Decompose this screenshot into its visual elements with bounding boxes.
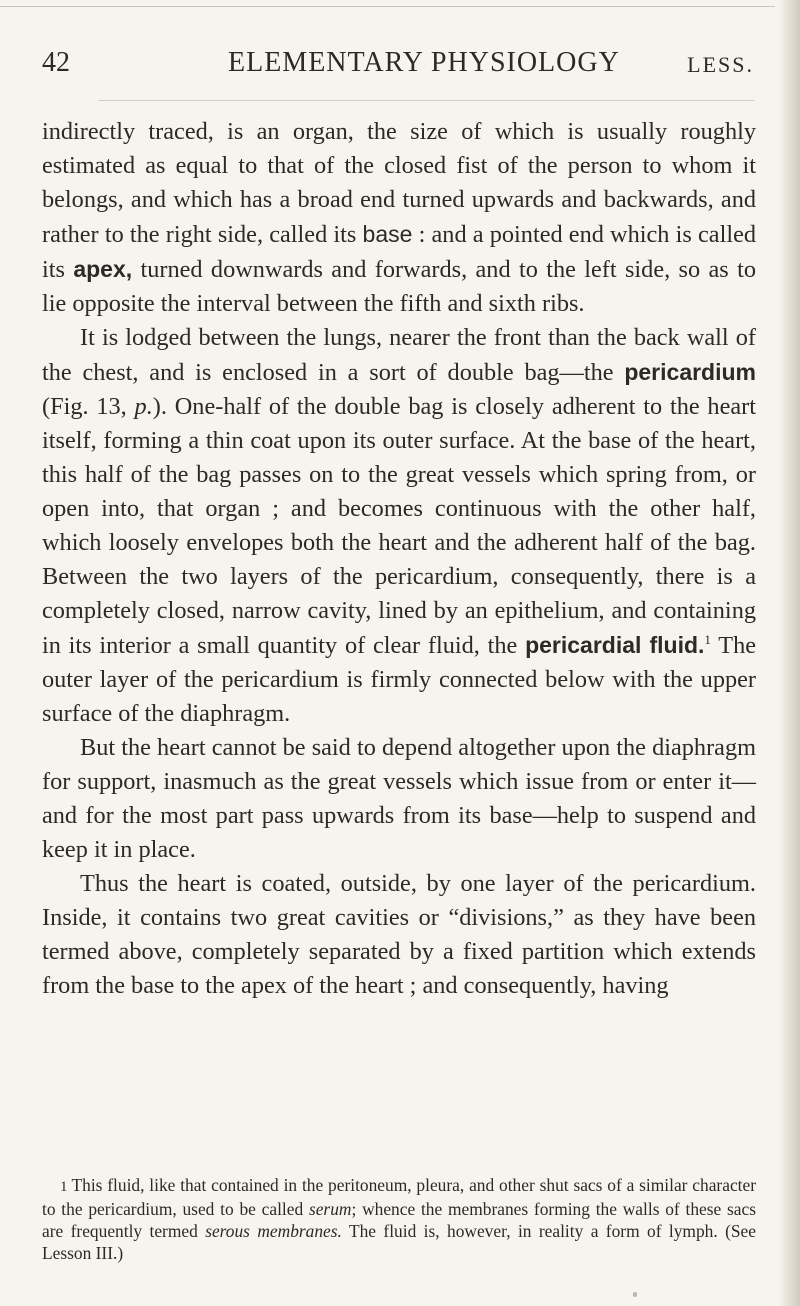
paragraph-4: Thus the heart is coated, outside, by one layer of the pericardium. Inside, it contains two great cavities or “divisions,” as they have been termed above, completely separated by a fixed partition which extends from the base to the apex of the heart ; and consequently, having [42, 870, 756, 999]
paragraph-2-text-d: The outer layer of the pericardium is firmly connected below with the upper surface of the diaphragm. [42, 632, 756, 727]
body-text [42, 115, 756, 1003]
ink-speck [633, 1292, 637, 1297]
footnote [42, 1174, 756, 1264]
header-rule [98, 100, 754, 101]
paragraph-1-text-b: : and a pointed end which is called its [42, 221, 757, 283]
footnote-reference: 1 [704, 631, 711, 647]
top-scan-edge [0, 6, 775, 7]
paragraph-1-text-c: turned downwards and forwards, and to the left side, so as to lie opposite the interval between the fifth and sixth ribs. [42, 256, 756, 317]
footnote-text-b: ; whence the membranes forming the walls of these sacs are frequently termed [42, 1199, 756, 1241]
running-head [42, 46, 754, 86]
page-number: 42 [42, 47, 70, 78]
term-pericardium: pericardium [624, 359, 756, 385]
book-title: ELEMENTARY PHYSIOLOGY [228, 47, 620, 78]
footnote-number: 1 [60, 1179, 68, 1195]
figure-page-ref: p. [134, 393, 153, 420]
footnote-text-a: This fluid, like that contained in the peritoneum, pleura, and other shut sacs of a similar character to the pericardium, used to be called [42, 1175, 756, 1219]
footnote-text-c: The fluid is, however, in reality a form of lymph. (See Lesson III.) [42, 1221, 756, 1263]
page-edge-shadow [778, 0, 800, 1306]
term-pericardial-fluid: pericardial fluid. [525, 632, 705, 658]
paragraph-2-text-c: ). One-half of the double bag is closely adherent to the heart itself, forming a thin coat upon its outer surface. At the base of the heart, this half of the bag passes on to the great vessels which spring from, or open into, that organ ; and becomes continuous with the other half, which loosely envelopes both the heart and the adherent half of the bag. Between the two layers of the pericardium, consequently, there is a completely closed, narrow cavity, lined by an epithelium, and containing in its interior a small quantity of clear fluid, the [42, 393, 756, 659]
footnote-serum: serum [308, 1199, 352, 1219]
lesson-label: LESS. [687, 52, 754, 77]
term-base: base [362, 221, 413, 247]
paragraph-2-text-a: It is lodged between the lungs, nearer the front than the back wall of the chest, and is enclosed in a sort of double bag—the [42, 324, 756, 386]
paragraph-1-text-a: indirectly traced, is an organ, the size of which is usually roughly estimated as equal to that of the closed fist of the person to whom it belongs, and which has a broad end turned upwards and backwards, and rather to the right side, called its [42, 118, 756, 248]
paragraph-3: But the heart cannot be said to depend altogether upon the diaphragm for support, inasmuch as the great vessels which issue from or enter it—and for the most part pass upwards from its base—help to suspend and keep it in place. [42, 734, 756, 863]
footnote-serous-membranes: serous membranes. [205, 1221, 342, 1241]
paragraph-2 [42, 321, 756, 731]
paragraph-2-text-b: (Fig. 13, [42, 393, 135, 420]
term-apex: apex, [73, 256, 133, 282]
paragraph-1 [42, 115, 756, 321]
footnote-paragraph [42, 1174, 756, 1264]
